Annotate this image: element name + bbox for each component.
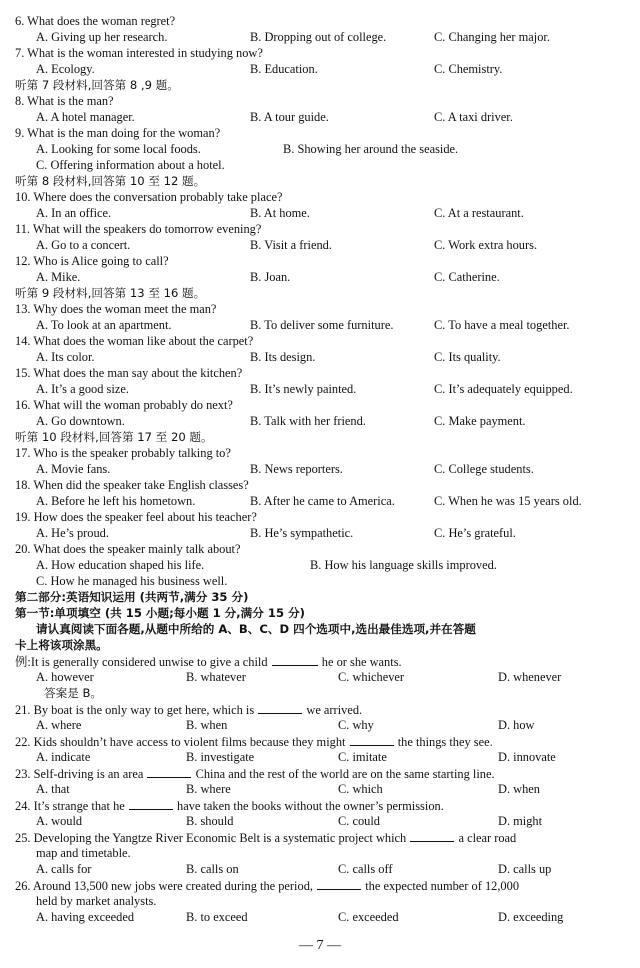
q21-stem-end: we arrived. xyxy=(306,703,363,717)
q9-option-c: C. Offering information about a hotel. xyxy=(36,158,225,172)
example-option-c: C. whichever xyxy=(338,670,405,684)
q21-option-d: D. how xyxy=(498,718,535,732)
q15-option-c: C. It’s adequately equipped. xyxy=(434,382,573,396)
q24-option-d: D. might xyxy=(498,814,543,828)
example-sentence xyxy=(15,654,402,670)
q23-option-c: C. which xyxy=(338,782,383,796)
q7-option-c: C. Chemistry. xyxy=(434,62,503,76)
q22-option-d: D. innovate xyxy=(498,750,556,764)
q12-option-a: A. Mike. xyxy=(36,270,81,284)
q25-option-d: D. calls up xyxy=(498,862,552,876)
q7-option-a: A. Ecology. xyxy=(36,62,95,76)
q11-option-a: A. Go to a concert. xyxy=(36,238,131,252)
q26-stem-continued: held by market analysts. xyxy=(36,894,157,908)
question-25 xyxy=(15,830,516,846)
q16-option-c: C. Make payment. xyxy=(434,414,526,428)
q10-option-a: A. In an office. xyxy=(36,206,112,220)
q23-option-a: A. that xyxy=(36,782,70,796)
q26-stem: 26. Around 13,500 new jobs were created during the period, xyxy=(15,879,313,893)
question-24 xyxy=(15,798,444,814)
q20-option-c: C. How he managed his business well. xyxy=(36,574,228,588)
q13-option-a: A. To look at an apartment. xyxy=(36,318,172,332)
question-9: 9. What is the man doing for the woman? xyxy=(15,126,221,140)
question-13: 13. Why does the woman meet the man? xyxy=(15,302,217,316)
question-15: 15. What does the man say about the kitchen? xyxy=(15,366,243,380)
question-6: 6. What does the woman regret? xyxy=(15,14,176,28)
q25-stem-end: a clear road xyxy=(458,831,517,845)
q17-option-a: A. Movie fans. xyxy=(36,462,111,476)
q8-option-b: B. A tour guide. xyxy=(250,110,329,124)
question-11: 11. What will the speakers do tomorrow evening? xyxy=(15,222,262,236)
q24-stem: 24. It’s strange that he xyxy=(15,799,125,813)
q21-option-c: C. why xyxy=(338,718,374,732)
part2-subheading: 第一节:单项填空 (共 15 小题;每小题 1 分,满分 15 分) xyxy=(15,606,305,620)
part2-heading: 第二部分:英语知识运用 (共两节,满分 35 分) xyxy=(15,590,249,604)
q22-option-b: B. investigate xyxy=(186,750,255,764)
q9-option-a: A. Looking for some local foods. xyxy=(36,142,201,156)
question-19: 19. How does the speaker feel about his teacher? xyxy=(15,510,257,524)
section-header-10: 听第 10 段材料,回答第 17 至 20 题。 xyxy=(15,430,213,444)
q6-option-c: C. Changing her major. xyxy=(434,30,550,44)
q17-option-c: C. College students. xyxy=(434,462,534,476)
example-suffix: he or she wants. xyxy=(321,655,402,669)
instruction-line-2: 卡上将该项涂黑。 xyxy=(15,638,108,652)
example-prefix: 例:It is generally considered unwise to give a child xyxy=(15,655,268,669)
q21-blank xyxy=(258,702,302,714)
q18-option-b: B. After he came to America. xyxy=(250,494,395,508)
q12-option-b: B. Joan. xyxy=(250,270,291,284)
q26-option-d: D. exceeding xyxy=(498,910,564,924)
q24-stem-end: have taken the books without the owner’s permission. xyxy=(177,799,444,813)
q7-option-b: B. Education. xyxy=(250,62,318,76)
page-number: — 7 — xyxy=(299,938,341,953)
q22-option-c: C. imitate xyxy=(338,750,387,764)
q19-option-a: A. He’s proud. xyxy=(36,526,109,540)
q26-option-a: A. having exceeded xyxy=(36,910,135,924)
q26-option-c: C. exceeded xyxy=(338,910,399,924)
q23-option-b: B. where xyxy=(186,782,231,796)
question-18: 18. When did the speaker take English classes? xyxy=(15,478,249,492)
section-header-9: 听第 9 段材料,回答第 13 至 16 题。 xyxy=(15,286,206,300)
q25-option-b: B. calls on xyxy=(186,862,239,876)
question-16: 16. What will the woman probably do next? xyxy=(15,398,233,412)
example-option-d: D. whenever xyxy=(498,670,562,684)
q15-option-b: B. It’s newly painted. xyxy=(250,382,357,396)
instruction-line-1: 请认真阅读下面各题,从题中所给的 A、B、C、D 四个选项中,选出最佳选项,并在答题 xyxy=(36,622,476,636)
q23-blank xyxy=(147,766,191,778)
q8-option-c: C. A taxi driver. xyxy=(434,110,513,124)
q24-option-a: A. would xyxy=(36,814,83,828)
question-17: 17. Who is the speaker probably talking to? xyxy=(15,446,231,460)
q21-option-b: B. when xyxy=(186,718,228,732)
q22-option-a: A. indicate xyxy=(36,750,91,764)
q14-option-a: A. Its color. xyxy=(36,350,95,364)
q17-option-b: B. News reporters. xyxy=(250,462,343,476)
question-14: 14. What does the woman like about the carpet? xyxy=(15,334,254,348)
question-8: 8. What is the man? xyxy=(15,94,114,108)
q22-stem-end: the things they see. xyxy=(397,735,493,749)
q25-option-a: A. calls for xyxy=(36,862,92,876)
q9-option-b: B. Showing her around the seaside. xyxy=(283,142,459,156)
q21-stem: 21. By boat is the only way to get here, which is xyxy=(15,703,255,717)
q25-blank xyxy=(410,830,454,842)
q25-option-c: C. calls off xyxy=(338,862,393,876)
q15-option-a: A. It’s a good size. xyxy=(36,382,129,396)
q24-blank xyxy=(129,798,173,810)
q12-option-c: C. Catherine. xyxy=(434,270,500,284)
q18-option-c: C. When he was 15 years old. xyxy=(434,494,582,508)
question-22 xyxy=(15,734,493,750)
q20-option-b: B. How his language skills improved. xyxy=(310,558,497,572)
q8-option-a: A. A hotel manager. xyxy=(36,110,135,124)
q22-stem: 22. Kids shouldn’t have access to violent films because they might xyxy=(15,735,346,749)
q6-option-a: A. Giving up her research. xyxy=(36,30,168,44)
q24-option-c: C. could xyxy=(338,814,380,828)
question-12: 12. Who is Alice going to call? xyxy=(15,254,169,268)
q10-option-b: B. At home. xyxy=(250,206,310,220)
q10-option-c: C. At a restaurant. xyxy=(434,206,524,220)
question-7: 7. What is the woman interested in studying now? xyxy=(15,46,263,60)
q11-option-b: B. Visit a friend. xyxy=(250,238,332,252)
q19-option-c: C. He’s grateful. xyxy=(434,526,516,540)
q24-option-b: B. should xyxy=(186,814,234,828)
q23-stem-end: China and the rest of the world are on the same starting line. xyxy=(195,767,495,781)
q23-stem: 23. Self-driving is an area xyxy=(15,767,144,781)
q21-option-a: A. where xyxy=(36,718,82,732)
question-21 xyxy=(15,702,362,718)
q18-option-a: A. Before he left his hometown. xyxy=(36,494,196,508)
q26-blank xyxy=(317,878,361,890)
question-20: 20. What does the speaker mainly talk about? xyxy=(15,542,241,556)
q11-option-c: C. Work extra hours. xyxy=(434,238,538,252)
section-header-8: 听第 8 段材料,回答第 10 至 12 题。 xyxy=(15,174,206,188)
q22-blank xyxy=(350,734,394,746)
example-answer: 答案是 B。 xyxy=(44,686,103,700)
q13-option-b: B. To deliver some furniture. xyxy=(250,318,394,332)
q19-option-b: B. He’s sympathetic. xyxy=(250,526,354,540)
example-option-b: B. whatever xyxy=(186,670,246,684)
example-blank xyxy=(272,654,318,666)
section-header-7: 听第 7 段材料,回答第 8 ,9 题。 xyxy=(15,78,179,92)
q25-stem: 25. Developing the Yangtze River Economic Belt is a systematic project which xyxy=(15,831,407,845)
example-option-a: A. however xyxy=(36,670,94,684)
q6-option-b: B. Dropping out of college. xyxy=(250,30,387,44)
q16-option-a: A. Go downtown. xyxy=(36,414,125,428)
question-10: 10. Where does the conversation probably take place? xyxy=(15,190,283,204)
q26-option-b: B. to exceed xyxy=(186,910,248,924)
q16-option-b: B. Talk with her friend. xyxy=(250,414,366,428)
q25-stem-continued: map and timetable. xyxy=(36,846,131,860)
q23-option-d: D. when xyxy=(498,782,540,796)
q26-stem-end: the expected number of 12,000 xyxy=(365,879,520,893)
q14-option-b: B. Its design. xyxy=(250,350,316,364)
q20-option-a: A. How education shaped his life. xyxy=(36,558,205,572)
question-26 xyxy=(15,878,519,894)
q14-option-c: C. Its quality. xyxy=(434,350,501,364)
q13-option-c: C. To have a meal together. xyxy=(434,318,570,332)
question-23 xyxy=(15,766,495,782)
